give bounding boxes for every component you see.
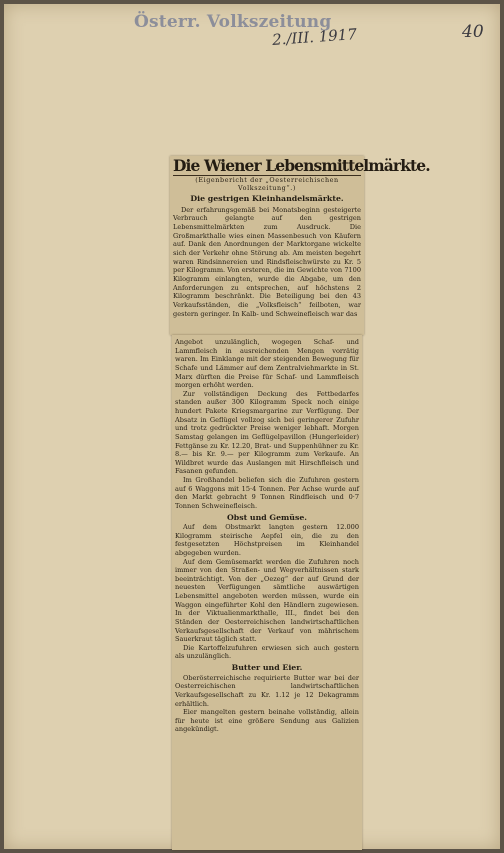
- article-paragraph: Der erfahrungsgemäß bei Monatsbeginn gesteigerte Verbrauch gelangte auf den gestrigen Lebensmittelmärkten zum Ausdruck. Die Großmarkthalle wies einen Massenbesuch von Käufern auf. Dank den Anordnungen der Marktorgane wickelte sich der Verkehr ohne Störung ab. Am meisten begehrt waren Rindsinnereien und Rindsfleischwürste zu Kr. 5 per Kilogramm. Von ersteren, die im Gewichte von 7100 Kilogramm einlangten, wurde die Abgabe, um den Anforderungen zu entsprechen, auf höchstens 2 Kilogramm beschränkt. Die Beteiligung bei den 43 Verkaufsständen, die „Volksfleisch“ feilboten, war gestern geringer. In Kalb- und Schweinefleisch war das: [173, 205, 361, 318]
- article-subtitle: (Eigenbericht der „Oesterreichischen Volkszeitung“.): [195, 176, 339, 192]
- article-paragraph: Auf dem Obstmarkt langten gestern 12.000 Kilogramm steirische Aepfel ein, die zu den festgesetzten Höchstpreisen im Kleinhandel abgegeben wurden.: [175, 523, 359, 557]
- article-paragraph: Oberösterreichische requirierte Butter war bei der Oesterreichischen landwirtschaftlichen Verkaufsgesellschaft zu Kr. 1.12 je 12 Dekagramm erhältlich.: [175, 673, 359, 708]
- newspaper-stamp: Österr. Volkszeitung: [134, 12, 332, 32]
- archive-sheet: [4, 4, 500, 849]
- article-paragraph: Zur vollständigen Deckung des Fettbedarfes standen außer 300 Kilogramm Speck noch einige hundert Pakete Kriegsmargarine zur Verfügung. Der Absatz in Geflügel vollzog sich bei geringerer Zufuhr und trotz gedrückter Preise weniger lebhaft. Morgen Samstag gelangen im Geflügelpavillon (Hungerleider) Fettgänse zu Kr. 12.20, Brat- und Suppenhühner zu Kr. 8.— bis Kr. 9.— per Kilogramm zum Verkaufe. An Wildbret wurde das Auslangen mit Hirschfleisch und Fasanen gefunden.: [175, 389, 359, 476]
- article-paragraph: Die Kartoffelzufuhren erwiesen sich auch gestern als unzulänglich.: [175, 643, 359, 661]
- newspaper-clipping-top: [170, 156, 430, 335]
- handwritten-date: 2./III. 1917: [271, 25, 358, 49]
- article-paragraph: Im Großhandel beliefen sich die Zufuhren gestern auf 6 Waggons mit 15·4 Tonnen. Per Achse wurde auf den Markt gebracht 9 Tonnen Rindfleisch und 0·7 Tonnen Schweinefleisch.: [175, 476, 359, 510]
- newspaper-clipping-bottom: [172, 335, 362, 850]
- article-paragraph: Angebot unzulänglich, wogegen Schaf- und Lammfleisch in ausreichenden Mengen vorrätig waren. Im Einklange mit der steigenden Bewegung für Schafe und Lämmer auf dem Zentralviehmarkte in St. Marx dürften die Preise für Schaf- und Lammfleisch morgen erhöht werden.: [175, 338, 359, 390]
- article-paragraph: Eier mangelten gestern beinahe vollständig, allein für heute ist eine größere Sendung aus Galizien angekündigt.: [175, 708, 359, 734]
- handwritten-page-number: 40: [462, 22, 484, 42]
- section-heading-fruit: Obst und Gemüse.: [226, 512, 308, 522]
- section-heading-butter: Butter und Eier.: [231, 663, 303, 673]
- article-title: Die Wiener Lebensmittelmärkte.: [173, 156, 430, 175]
- article-heading: Die gestrigen Kleinhandelsmärkte.: [190, 194, 344, 204]
- article-paragraph: Auf dem Gemüsemarkt werden die Zufuhren noch immer von den Straßen- und Wegverhältnissen stark beeinträchtigt. Von der „Oezeg“ der auf Grund der neuesten Verfügungen sämtliche auswärtigen Lebensmittel angeboten werden müssen, wurde ein Waggon eingeführter Kohl den Händlern zugewiesen. In der Viktualienmarkthalle, III., findet bei den Ständen der Oesterreichischen landwirtschaftlichen Verkaufsgesellschaft der Verkauf von mährischem Sauerkraut täglich statt.: [175, 557, 359, 644]
